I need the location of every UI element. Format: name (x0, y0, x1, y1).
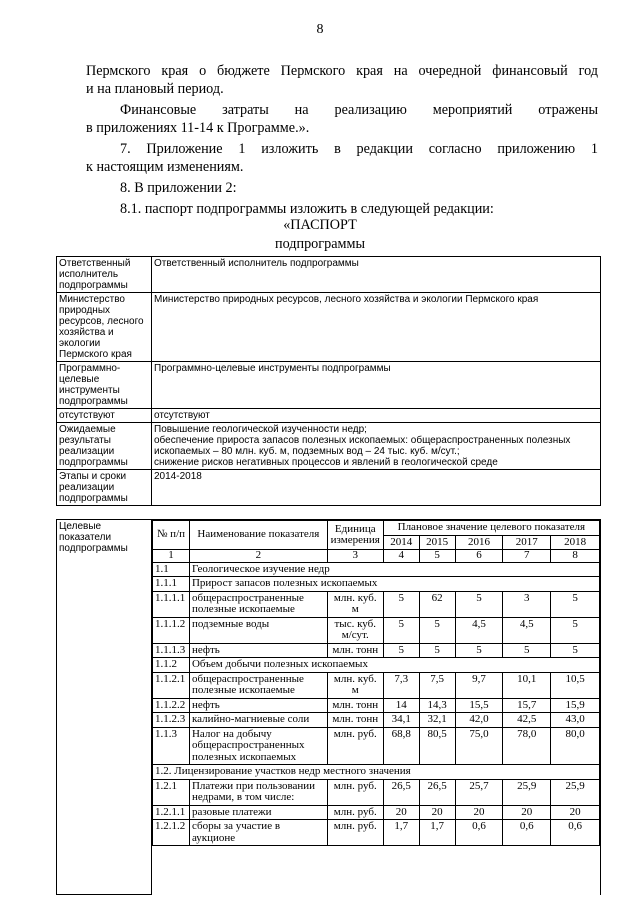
passport-value (152, 423, 601, 470)
row-value: 0,6 (503, 820, 551, 846)
row-value: 34,1 (383, 713, 419, 728)
targets-label: Целевые показатели подпрограммы (57, 520, 152, 895)
row-value: 9,7 (455, 672, 503, 698)
header-year: 2015 (419, 535, 455, 550)
targets-inner-table (152, 520, 600, 846)
row-value: 5 (383, 591, 419, 617)
table-row (153, 713, 600, 728)
row-section-title: 1.2. Лицензирование участков недр местного значения (153, 765, 600, 780)
row-value: 7,5 (419, 672, 455, 698)
table-row (153, 658, 600, 673)
row-value: 1,7 (383, 820, 419, 846)
header-name: Наименование показателя (189, 521, 327, 550)
row-value: 26,5 (383, 779, 419, 805)
column-index: 7 (503, 550, 551, 563)
row-value: 10,1 (503, 672, 551, 698)
row-unit: млн. тонн (327, 713, 383, 728)
row-value: 80,5 (419, 727, 455, 765)
row-number: 1.2.1 (153, 779, 190, 805)
row-value: 20 (503, 805, 551, 820)
row-value: 5 (503, 643, 551, 658)
row-number: 1.1.1.1 (153, 591, 190, 617)
table-row (153, 779, 600, 805)
row-unit: млн. куб. м (327, 672, 383, 698)
table-row (153, 617, 600, 643)
paragraph-4: 8. В приложении 2: (120, 180, 237, 196)
table-row (153, 591, 600, 617)
column-index: 3 (327, 550, 383, 563)
row-value: 5 (455, 591, 503, 617)
row-number: 1.1.3 (153, 727, 190, 765)
passport-value-line: Повышение геологической изученности недр; (154, 424, 367, 435)
row-name: калийно-магниевые соли (189, 713, 327, 728)
header-num: № п/п (153, 521, 190, 550)
row-value: 68,8 (383, 727, 419, 765)
row-value: 15,7 (503, 698, 551, 713)
header-year: 2018 (551, 535, 600, 550)
table-row (153, 643, 600, 658)
table-row (153, 805, 600, 820)
passport-value: Министерство природных ресурсов, лесного хозяйства и экологии Пермского края (152, 293, 601, 362)
row-value: 5 (383, 643, 419, 658)
column-index: 4 (383, 550, 419, 563)
table-row (153, 765, 600, 780)
passport-subtitle: подпрограммы (275, 236, 365, 252)
row-section-title: Объем добычи полезных ископаемых (189, 658, 599, 673)
row-unit: млн. руб. (327, 779, 383, 805)
row-value: 15,9 (551, 698, 600, 713)
paragraph-1-line-2: и на плановый период. (86, 81, 224, 97)
row-value: 78,0 (503, 727, 551, 765)
row-unit: тыс. куб. м/сут. (327, 617, 383, 643)
row-value: 15,5 (455, 698, 503, 713)
row-value: 42,0 (455, 713, 503, 728)
passport-value: отсутствуют (152, 409, 601, 423)
row-name: общераспространенные полезные ископаемые (189, 591, 327, 617)
passport-table (56, 256, 601, 506)
column-index: 8 (551, 550, 600, 563)
table-row (153, 562, 600, 577)
row-value: 43,0 (551, 713, 600, 728)
row-name: подземные воды (189, 617, 327, 643)
row-name: общераспространенные полезные ископаемые (189, 672, 327, 698)
row-name: Налог на добычу общераспространенных полезных ископаемых (189, 727, 327, 765)
table-row (153, 698, 600, 713)
header-unit: Единица измерения (327, 521, 383, 550)
row-value: 3 (503, 591, 551, 617)
row-unit: млн. тонн (327, 643, 383, 658)
row-name: нефть (189, 643, 327, 658)
row-value: 20 (419, 805, 455, 820)
row-value: 5 (551, 617, 600, 643)
row-value: 0,6 (455, 820, 503, 846)
passport-row (57, 257, 601, 293)
row-number: 1.1.2.1 (153, 672, 190, 698)
row-number: 1.1 (153, 562, 190, 577)
column-index: 1 (153, 550, 190, 563)
row-value: 26,5 (419, 779, 455, 805)
table-row (153, 820, 600, 846)
row-value: 25,7 (455, 779, 503, 805)
row-value: 5 (419, 643, 455, 658)
paragraph-5: 8.1. паспорт подпрограммы изложить в следующей редакции: (120, 201, 494, 217)
row-number: 1.1.1 (153, 577, 190, 592)
table-row (153, 727, 600, 765)
row-number: 1.1.1.3 (153, 643, 190, 658)
row-value: 5 (419, 617, 455, 643)
paragraph-3-line-1: 7. Приложение 1 изложить в редакции согласно приложению 1 (120, 141, 598, 157)
row-value: 62 (419, 591, 455, 617)
passport-label: Ответственный исполнитель подпрограммы (57, 257, 152, 293)
row-value: 4,5 (503, 617, 551, 643)
paragraph-2-line-1: Финансовые затраты на реализацию мероприятий отражены (120, 102, 598, 118)
row-number: 1.2.1.1 (153, 805, 190, 820)
row-unit: млн. руб. (327, 805, 383, 820)
column-index: 2 (189, 550, 327, 563)
passport-row (57, 293, 601, 362)
row-value: 25,9 (503, 779, 551, 805)
passport-value-line: обеспечение прироста запасов полезных ископаемых: общераспространенных полезных ископаемых – 80 млн. куб. м, подземных вод – 24 тыс. куб. м/сут.; (154, 435, 571, 457)
row-number: 1.1.2.2 (153, 698, 190, 713)
passport-value: 2014-2018 (152, 470, 601, 506)
paragraph-2-line-2: в приложениях 11-14 к Программе.». (86, 120, 310, 136)
row-name: Платежи при пользовании недрами, в том числе: (189, 779, 327, 805)
paragraph-1-line-1: Пермского края о бюджете Пермского края на очередной финансовый год (86, 63, 598, 79)
passport-row (57, 423, 601, 470)
row-section-title: Геологическое изучение недр (189, 562, 599, 577)
row-name: разовые платежи (189, 805, 327, 820)
row-number: 1.1.2 (153, 658, 190, 673)
passport-row (57, 470, 601, 506)
passport-label: отсутствуют (57, 409, 152, 423)
table-row (153, 672, 600, 698)
header-year: 2016 (455, 535, 503, 550)
table-row (153, 577, 600, 592)
row-value: 5 (551, 591, 600, 617)
row-value: 75,0 (455, 727, 503, 765)
paragraph-3-line-2: к настоящим изменениям. (86, 159, 244, 175)
row-value: 20 (551, 805, 600, 820)
row-number: 1.2.1.2 (153, 820, 190, 846)
row-unit: млн. руб. (327, 820, 383, 846)
passport-value-line: снижение рисков негативных процессов и явлений в геологической среде (154, 457, 498, 468)
row-name: нефть (189, 698, 327, 713)
passport-label: Программно-целевые инструменты подпрограммы (57, 362, 152, 409)
row-value: 32,1 (419, 713, 455, 728)
targets-table (56, 519, 601, 895)
row-value: 42,5 (503, 713, 551, 728)
row-value: 20 (455, 805, 503, 820)
row-unit: млн. куб. м (327, 591, 383, 617)
row-section-title: Прирост запасов полезных ископаемых (189, 577, 599, 592)
row-value: 14 (383, 698, 419, 713)
passport-label: Ожидаемые результаты реализации подпрограммы (57, 423, 152, 470)
passport-title: «ПАСПОРТ (283, 217, 357, 233)
row-value: 80,0 (551, 727, 600, 765)
row-unit: млн. тонн (327, 698, 383, 713)
row-number: 1.1.1.2 (153, 617, 190, 643)
passport-label: Министерство природных ресурсов, лесного хозяйства и экологии Пермского края (57, 293, 152, 362)
row-name: сборы за участие в аукционе (189, 820, 327, 846)
passport-row (57, 409, 601, 423)
column-index: 5 (419, 550, 455, 563)
row-number: 1.1.2.3 (153, 713, 190, 728)
page-number: 8 (316, 22, 324, 37)
row-value: 25,9 (551, 779, 600, 805)
header-year: 2014 (383, 535, 419, 550)
row-value: 0,6 (551, 820, 600, 846)
row-value: 14,3 (419, 698, 455, 713)
row-value: 7,3 (383, 672, 419, 698)
row-value: 5 (551, 643, 600, 658)
passport-row (57, 362, 601, 409)
row-value: 10,5 (551, 672, 600, 698)
row-unit: млн. руб. (327, 727, 383, 765)
row-value: 4,5 (455, 617, 503, 643)
column-index: 6 (455, 550, 503, 563)
passport-label: Этапы и сроки реализации подпрограммы (57, 470, 152, 506)
row-value: 5 (455, 643, 503, 658)
row-value: 5 (383, 617, 419, 643)
header-year: 2017 (503, 535, 551, 550)
row-value: 1,7 (419, 820, 455, 846)
passport-value: Ответственный исполнитель подпрограммы (152, 257, 601, 293)
header-planned: Плановое значение целевого показателя (383, 521, 599, 536)
passport-value: Программно-целевые инструменты подпрограммы (152, 362, 601, 409)
row-value: 20 (383, 805, 419, 820)
